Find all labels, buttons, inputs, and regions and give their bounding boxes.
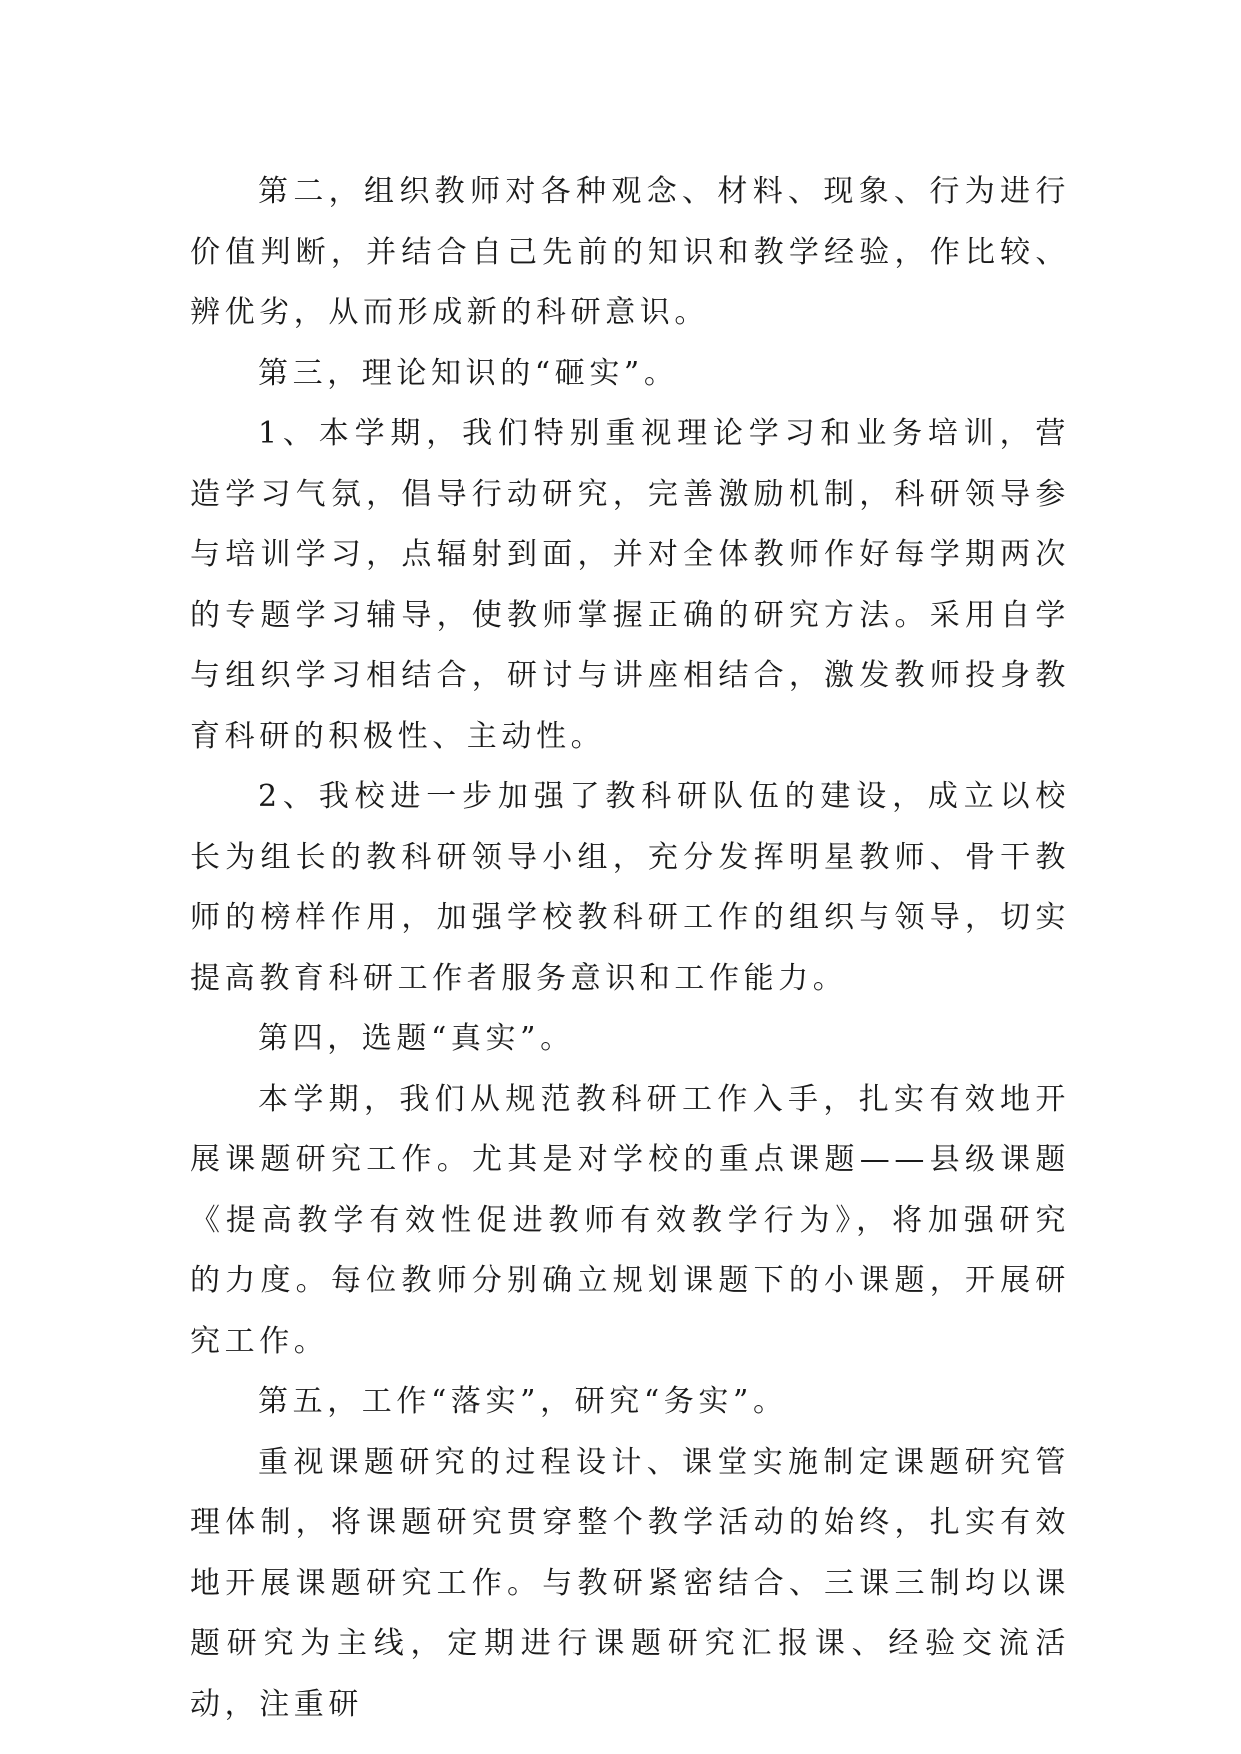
- paragraph-topic-research: 本学期，我们从规范教科研工作入手，扎实有效地开展课题研究工作。尤其是对学校的重点课题——县级课题《提高教学有效性促进教师有效教学行为》，将加强研究的力度。每位教师分别确立规划课题下的小课题，开展研究工作。: [190, 1081, 1070, 1359]
- paragraph-team-building: 2、我校进一步加强了教科研队伍的建设，成立以校长为组长的教科研领导小组，充分发挥明星教师、骨干教师的榜样作用，加强学校教科研工作的组织与领导，切实提高教育科研工作者服务意识和工作能力。: [190, 779, 1070, 996]
- heading-topic-selection: 第四，选题“真实”。: [258, 1021, 575, 1056]
- heading-theory-knowledge: 第三，理论知识的“砸实”。: [258, 355, 679, 391]
- paragraph-process-design: 重视课题研究的过程设计、课堂实施制定课题研究管理体制，将课题研究贯穿整个教学活动的始终，扎实有效地开展课题研究工作。与教研紧密结合、三课三制均以课题研究为主线，定期进行课题研究汇报课、经验交流活动，注重研: [190, 1444, 1070, 1722]
- heading-work-implementation: 第五，工作“落实”，研究“务实”。: [258, 1384, 788, 1419]
- paragraph-value-judgment: 第二，组织教师对各种观念、材料、现象、行为进行价值判断，并结合自己先前的知识和教学经验，作比较、辨优劣，从而形成新的科研意识。: [190, 174, 1070, 330]
- paragraph-theory-training: 1、本学期，我们特别重视理论学习和业务培训，营造学习气氛，倡导行动研究，完善激励机制，科研领导参与培训学习，点辐射到面，并对全体教师作好每学期两次的专题学习辅导，使教师掌握正确的研究方法。采用自学与组织学习相结合，研讨与讲座相结合，激发教师投身教育科研的积极性、主动性。: [190, 416, 1070, 754]
- document-page: [190, 162, 1070, 1735]
